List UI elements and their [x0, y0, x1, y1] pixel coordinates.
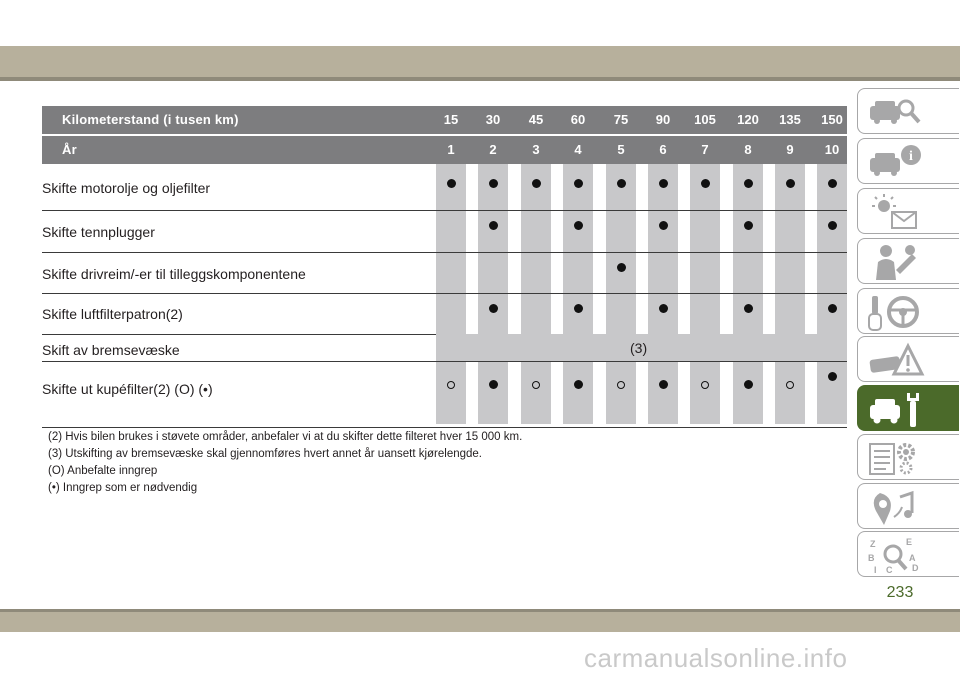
- footnote: (2) Hvis bilen brukes i støvete områder, anbefaler vi at du skifter dette filteret hver 15 000 km.: [48, 431, 523, 443]
- recommended-ring-icon: [447, 381, 455, 389]
- table-mark: [648, 176, 678, 190]
- footnotes: [48, 429, 522, 497]
- chapter-tab[interactable]: [857, 188, 959, 234]
- required-dot-icon: [489, 380, 498, 389]
- table-mark: [775, 176, 805, 190]
- header-year-label: År: [62, 142, 77, 157]
- chapter-tab[interactable]: [857, 288, 959, 334]
- header-km-cell: 60: [570, 112, 586, 127]
- required-dot-icon: [744, 221, 753, 230]
- row-label: Skifte drivreim/-er til tilleggskomponentene: [42, 266, 306, 282]
- required-dot-icon: [617, 179, 626, 188]
- table-mark: [817, 369, 847, 383]
- required-dot-icon: [659, 179, 668, 188]
- svg-text:I: I: [874, 565, 877, 575]
- required-dot-icon: [574, 304, 583, 313]
- row-label: Skifte tennplugger: [42, 224, 155, 240]
- table-row: [42, 361, 847, 428]
- required-dot-icon: [744, 380, 753, 389]
- chapter-tab[interactable]: [857, 336, 959, 382]
- required-dot-icon: [828, 179, 837, 188]
- table-mark: [690, 377, 720, 391]
- footnote: (O) Anbefalte inngrep: [48, 465, 158, 477]
- svg-text:E: E: [906, 537, 913, 547]
- header-year-cell: 4: [574, 142, 582, 157]
- footnote: (3) Utskifting av bremsevæske skal gjennomføres hvert annet år uansett kjørelengde.: [48, 448, 482, 460]
- required-dot-icon: [489, 221, 498, 230]
- table-mark: [817, 301, 847, 315]
- table-mark: [478, 218, 508, 232]
- required-dot-icon: [659, 304, 668, 313]
- chapter-tab[interactable]: [857, 385, 959, 431]
- recommended-ring-icon: [701, 381, 709, 389]
- header-year-cell: 8: [744, 142, 752, 157]
- table-mark: [478, 176, 508, 190]
- table-mark: [563, 176, 593, 190]
- header-year-cell: 2: [489, 142, 497, 157]
- top-divider: [0, 77, 960, 81]
- table-mark: [521, 377, 551, 391]
- chapter-tab[interactable]: [857, 434, 959, 480]
- table-row: [42, 334, 847, 362]
- table-mark: [817, 218, 847, 232]
- table-mark: [690, 176, 720, 190]
- required-dot-icon: [828, 372, 837, 381]
- page-number: 233: [886, 584, 914, 601]
- header-km-cell: 135: [779, 112, 801, 127]
- bottom-banner: [0, 612, 960, 632]
- header-km-cell: 150: [821, 112, 843, 127]
- required-dot-icon: [659, 221, 668, 230]
- table-mark: [733, 301, 763, 315]
- table-row: [42, 252, 847, 294]
- chapter-tab[interactable]: [857, 483, 959, 529]
- chapter-tab[interactable]: [857, 138, 959, 184]
- table-mark: [733, 176, 763, 190]
- required-dot-icon: [574, 179, 583, 188]
- chapter-tab[interactable]: [857, 88, 959, 134]
- required-dot-icon: [447, 179, 456, 188]
- span-note: (3): [630, 340, 648, 356]
- table-row: [42, 293, 847, 335]
- header-km-cell: 15: [443, 112, 459, 127]
- row-label: Skifte motorolje og oljefilter: [42, 180, 211, 196]
- header-km-cell: 120: [737, 112, 759, 127]
- header-km-cell: 75: [613, 112, 629, 127]
- table-mark: [563, 218, 593, 232]
- header-year-cell: 9: [786, 142, 794, 157]
- required-dot-icon: [744, 179, 753, 188]
- svg-text:B: B: [868, 553, 875, 563]
- required-dot-icon: [489, 179, 498, 188]
- required-dot-icon: [786, 179, 795, 188]
- required-dot-icon: [659, 380, 668, 389]
- svg-text:C: C: [886, 565, 893, 575]
- required-dot-icon: [574, 380, 583, 389]
- table-mark: [817, 176, 847, 190]
- header-year-cell: 1: [447, 142, 455, 157]
- chapter-tab[interactable]: [857, 238, 959, 284]
- top-banner: [0, 46, 960, 77]
- header-km-row: [42, 106, 847, 134]
- table-row: [42, 210, 847, 253]
- svg-text:D: D: [912, 563, 919, 573]
- header-year-cell: 10: [824, 142, 840, 157]
- header-km-cell: 105: [694, 112, 716, 127]
- footnote: (•) Inngrep som er nødvendig: [48, 482, 198, 494]
- table-mark: [733, 218, 763, 232]
- header-year-row: [42, 136, 847, 164]
- table-mark: [648, 218, 678, 232]
- header-year-cell: 3: [532, 142, 540, 157]
- table-mark: [521, 176, 551, 190]
- header-km-cell: 45: [528, 112, 544, 127]
- row-label: Skifte luftfilterpatron(2): [42, 306, 183, 322]
- table-mark: [648, 301, 678, 315]
- required-dot-icon: [532, 179, 541, 188]
- table-mark: [775, 377, 805, 391]
- required-dot-icon: [701, 179, 710, 188]
- header-km-cell: 90: [655, 112, 671, 127]
- required-dot-icon: [828, 221, 837, 230]
- table-mark: [478, 301, 508, 315]
- table-mark: [563, 377, 593, 391]
- header-year-cell: 5: [617, 142, 625, 157]
- table-mark: [648, 377, 678, 391]
- header-year-cell: 6: [659, 142, 667, 157]
- table-mark: [478, 377, 508, 391]
- svg-text:A: A: [909, 553, 916, 563]
- required-dot-icon: [617, 263, 626, 272]
- recommended-ring-icon: [617, 381, 625, 389]
- table-row: [42, 168, 847, 211]
- row-label: Skift av bremsevæske: [42, 342, 180, 358]
- header-year-cell: 7: [701, 142, 709, 157]
- required-dot-icon: [574, 221, 583, 230]
- table-mark: [563, 301, 593, 315]
- table-mark: [606, 377, 636, 391]
- table-mark: [606, 260, 636, 274]
- required-dot-icon: [828, 304, 837, 313]
- table-mark: [436, 377, 466, 391]
- svg-text:Z: Z: [870, 539, 876, 549]
- watermark: carmanualsonline.info: [584, 643, 848, 673]
- chapter-tab[interactable]: [857, 531, 959, 577]
- required-dot-icon: [489, 304, 498, 313]
- table-mark: [436, 176, 466, 190]
- table-mark: [606, 176, 636, 190]
- recommended-ring-icon: [532, 381, 540, 389]
- required-dot-icon: [744, 304, 753, 313]
- recommended-ring-icon: [786, 381, 794, 389]
- header-km-label: Kilometerstand (i tusen km): [62, 112, 239, 127]
- table-mark: [733, 377, 763, 391]
- row-label: Skifte ut kupéfilter(2) (O) (•): [42, 381, 213, 397]
- header-km-cell: 30: [485, 112, 501, 127]
- svg-text:i: i: [909, 149, 913, 164]
